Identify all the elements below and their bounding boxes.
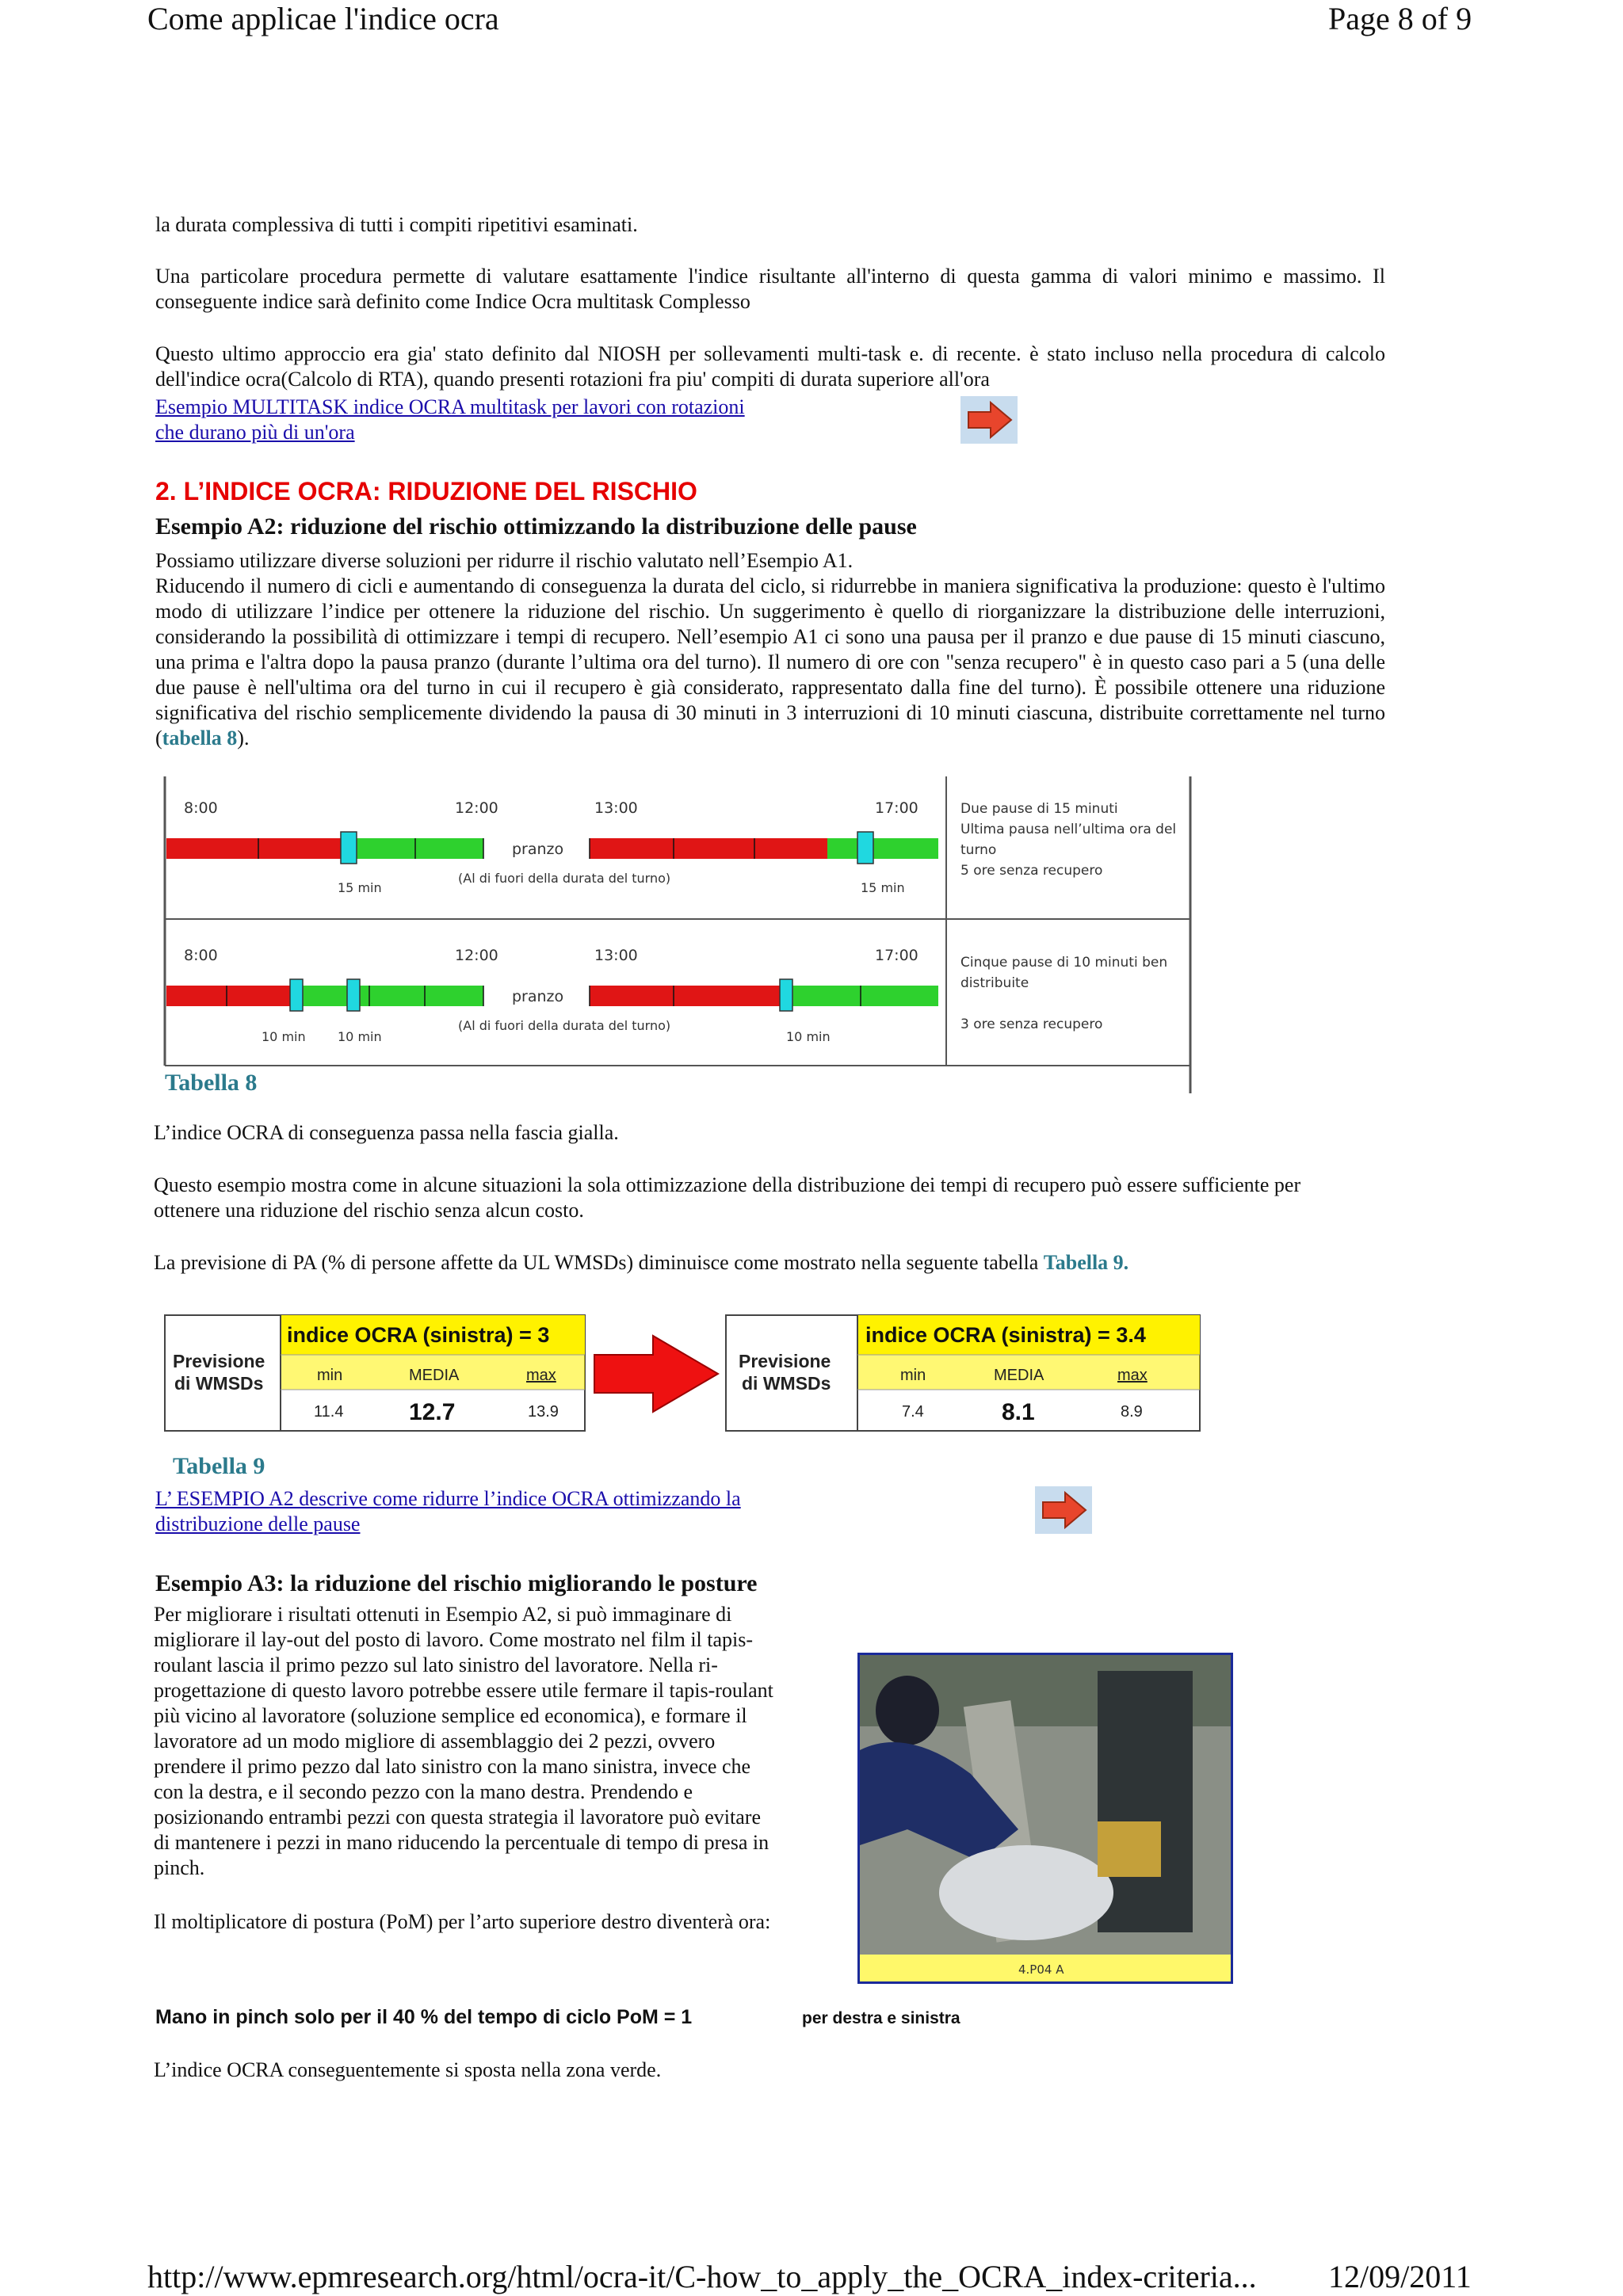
right-label-2: di WMSDs [742, 1373, 831, 1394]
top-fuori: (Al di fuori della durata del turno) [458, 871, 671, 886]
multitask-example-link[interactable] [155, 395, 745, 445]
bottom-note-3: 3 ore senza recupero [960, 1016, 1103, 1032]
section-title: 2. L’INDICE OCRA: RIDUZIONE DEL RISCHIO [155, 477, 697, 505]
section2-lead: Possiamo utilizzare diverse soluzioni per ridurre il rischio valutato nell’Esempio A1. [155, 549, 854, 572]
arrow-right-icon[interactable] [1035, 1486, 1092, 1534]
right-label-1: Previsione [739, 1351, 831, 1371]
top-note-1: Due pause di 15 minuti [960, 801, 1118, 817]
example-a2-title: Esempio A2: riduzione del rischio ottimizzando la distribuzione delle pause [155, 513, 917, 540]
top-time-0800: 8:00 [184, 799, 218, 817]
a3-line: prendere il primo pezzo dal lato sinistro con la mano sinistra, invece che [154, 1755, 751, 1778]
section2-body [155, 574, 1385, 751]
footer-date: 12/09/2011 [1328, 2259, 1472, 2294]
right-v-min: 7.4 [902, 1403, 924, 1421]
final-line: L’indice OCRA conseguentemente si sposta nella zona verde. [154, 2058, 662, 2081]
section2-body-end: ). [237, 727, 250, 749]
a3-line: lavoratore ad un modo migliore di assemblaggio dei 2 pezzi, ovvero [154, 1730, 716, 1753]
top-note-4: 5 ore senza recupero [960, 863, 1103, 879]
bottom-fuori: (Al di fuori della durata del turno) [458, 1018, 671, 1033]
bottom-pause3: 10 min [786, 1029, 831, 1044]
left-v-media: 12.7 [409, 1399, 456, 1425]
left-v-max: 13.9 [528, 1403, 559, 1421]
a3-line: progettazione di questo lavoro potrebbe essere utile fermare il tapis-roulant [154, 1679, 773, 1702]
top-time-1300: 13:00 [594, 799, 638, 817]
page-number: Page 8 of 9 [1328, 1, 1472, 36]
a3-line: pinch. [154, 1856, 205, 1879]
bottom-time-1200: 12:00 [455, 947, 498, 964]
after8-p3-text: La previsione di PA (% di persone affette da UL WMSDs) diminuisce come mostrato nella seguente tabella [154, 1251, 1044, 1274]
right-h-max: max [1117, 1367, 1148, 1384]
worker-photo [857, 1653, 1233, 1984]
top-pause1: 15 min [338, 880, 382, 895]
top-time-1200: 12:00 [455, 799, 498, 817]
left-label-1: Previsione [173, 1351, 265, 1371]
multitask-link-line2[interactable]: che durano più di un'ora [155, 421, 355, 444]
photo-caption: 4.P04 A [1018, 1962, 1064, 1977]
a3-paragraph [154, 1602, 867, 1881]
a3-line: roulant lascia il primo pezzo sul lato sinistro del lavoratore. Nella ri- [154, 1653, 718, 1676]
arrow-right-icon[interactable] [960, 396, 1018, 444]
example-a2-link[interactable] [155, 1486, 741, 1537]
footer-url: http://www.epmresearch.org/html/ocra-it/C-how_to_apply_the_OCRA_index-criteria... [147, 2259, 1257, 2294]
bottom-time-1300: 13:00 [594, 947, 638, 964]
tabella8-ref: tabella 8 [162, 727, 238, 749]
a3-line: più vicino al lavoratore (soluzione semplice ed economica), e formare il [154, 1704, 747, 1727]
a3-line: con la destra, e il secondo pezzo con la mano destra. Prendendo e [154, 1780, 693, 1803]
a3-line: di mantenere i pezzi in mano riducendo la percentuale di tempo di presa in [154, 1831, 769, 1854]
a2-link-line1[interactable]: L’ ESEMPIO A2 descrive come ridurre l’indice OCRA ottimizzando la [155, 1487, 741, 1510]
right-h-media: MEDIA [994, 1367, 1044, 1384]
multitask-link-line1[interactable]: Esempio MULTITASK indice OCRA multitask per lavori con rotazioni [155, 395, 745, 418]
tabella8-figure [163, 776, 1193, 1101]
a3-line: migliorare il lay-out del posto di lavoro. Come mostrato nel film il tapis- [154, 1628, 754, 1651]
bottom-time-0800: 8:00 [184, 947, 218, 964]
section2-body-text: Riducendo il numero di cicli e aumentando di conseguenza la durata del ciclo, si ridurrebbe in maniera significativa la produzione: questo è l'ultimo modo di utilizzare l’indice per ottenere la riduzione del rischio. Un suggerimento è quello di riorganizzare la distribuzione delle interruzioni, considerando la possibilità di ottimizzare i tempi di recupero. Nell’esempio A1 ci sono una pausa per il pranzo e due pause di 15 minuti ciascuno, una prima e l'altra dopo la pausa pranzo (durante l’ultima ora del turno). Il numero di ore con "senza recupero" è in questo caso pari a 5 (una delle due pause è nell'ultima ora del turno in cui il recupero è già considerato, rappresentato dalla fine del turno). È possibile ottenere una riduzione significativa del rischio semplicemente dividendo la pausa di 30 minuti in 3 interruzioni di 10 minuti ciascuna, distribuite correttamente nel turno ( [155, 574, 1385, 749]
left-v-min: 11.4 [314, 1403, 344, 1421]
left-ocra-title: indice OCRA (sinistra) = 3 [287, 1323, 550, 1347]
left-h-max: max [526, 1367, 556, 1384]
after8-p1: L’indice OCRA di conseguenza passa nella fascia gialla. [154, 1121, 619, 1144]
top-note-2: Ultima pausa nell’ultima ora del [960, 822, 1177, 837]
intro-p1: la durata complessiva di tutti i compiti ripetitivi esaminati. [155, 213, 638, 236]
intro-p3: Questo ultimo approccio era gia' stato definito dal NIOSH per sollevamenti multi-task e. di recente. è stato incluso nella procedura di calcolo dell'indice ocra(Calcolo di RTA), quando presenti rotazioni fra piu' compiti di durata superiore all'ora [155, 342, 1385, 391]
top-pause2: 15 min [861, 880, 905, 895]
right-h-min: min [900, 1367, 926, 1384]
intro-p2: Una particolare procedura permette di valutare esattamente l'indice risultante all'interno di questa gamma di valori minimo e massimo. Il conseguente indice sarà definito come Indice Ocra multitask Complesso [155, 265, 1385, 313]
pinch-side: per destra e sinistra [802, 2009, 960, 2027]
pinch-line: Mano in pinch solo per il 40 % del tempo di ciclo PoM = 1 [155, 2006, 693, 2028]
tabella9-caption: Tabella 9 [173, 1453, 265, 1479]
bottom-pranzo: pranzo [512, 988, 564, 1005]
bottom-note-2: distribuite [960, 975, 1029, 991]
header-title: Come applicae l'indice ocra [147, 1, 499, 36]
example-a3-title: Esempio A3: la riduzione del rischio migliorando le posture [155, 1570, 758, 1596]
tabella9-ref: Tabella 9. [1043, 1251, 1129, 1274]
tabella8-caption: Tabella 8 [165, 1070, 258, 1096]
bottom-pause1: 10 min [262, 1029, 306, 1044]
a2-link-line2[interactable]: distribuzione delle pause [155, 1512, 361, 1535]
left-label-2: di WMSDs [174, 1373, 264, 1394]
a3-line: posizionando entrambi pezzi con questa strategia il lavoratore può evitare [154, 1806, 761, 1829]
right-v-max: 8.9 [1121, 1403, 1143, 1421]
after8-p3 [154, 1250, 1384, 1276]
right-ocra-title: indice OCRA (sinistra) = 3.4 [865, 1323, 1146, 1347]
top-note-3: turno [960, 842, 997, 858]
left-h-media: MEDIA [409, 1367, 460, 1384]
right-v-media: 8.1 [1002, 1399, 1035, 1425]
bottom-time-1700: 17:00 [875, 947, 918, 964]
top-pranzo: pranzo [512, 841, 564, 858]
bottom-note-1: Cinque pause di 10 minuti ben [960, 955, 1168, 971]
top-time-1700: 17:00 [875, 799, 918, 817]
after8-p2: Questo esempio mostra come in alcune situazioni la sola ottimizzazione della distribuzione dei tempi di recupero può essere sufficiente per ottenere una riduzione del rischio senza alcun costo. [154, 1173, 1301, 1222]
tabella9-figure [163, 1314, 1203, 1432]
bottom-pause2: 10 min [338, 1029, 382, 1044]
a3-line: Per migliorare i risultati ottenuti in Esempio A2, si può immaginare di [154, 1603, 732, 1626]
left-h-min: min [317, 1367, 343, 1384]
pom-text: Il moltiplicatore di postura (PoM) per l’arto superiore destro diventerà ora: [154, 1910, 771, 1933]
